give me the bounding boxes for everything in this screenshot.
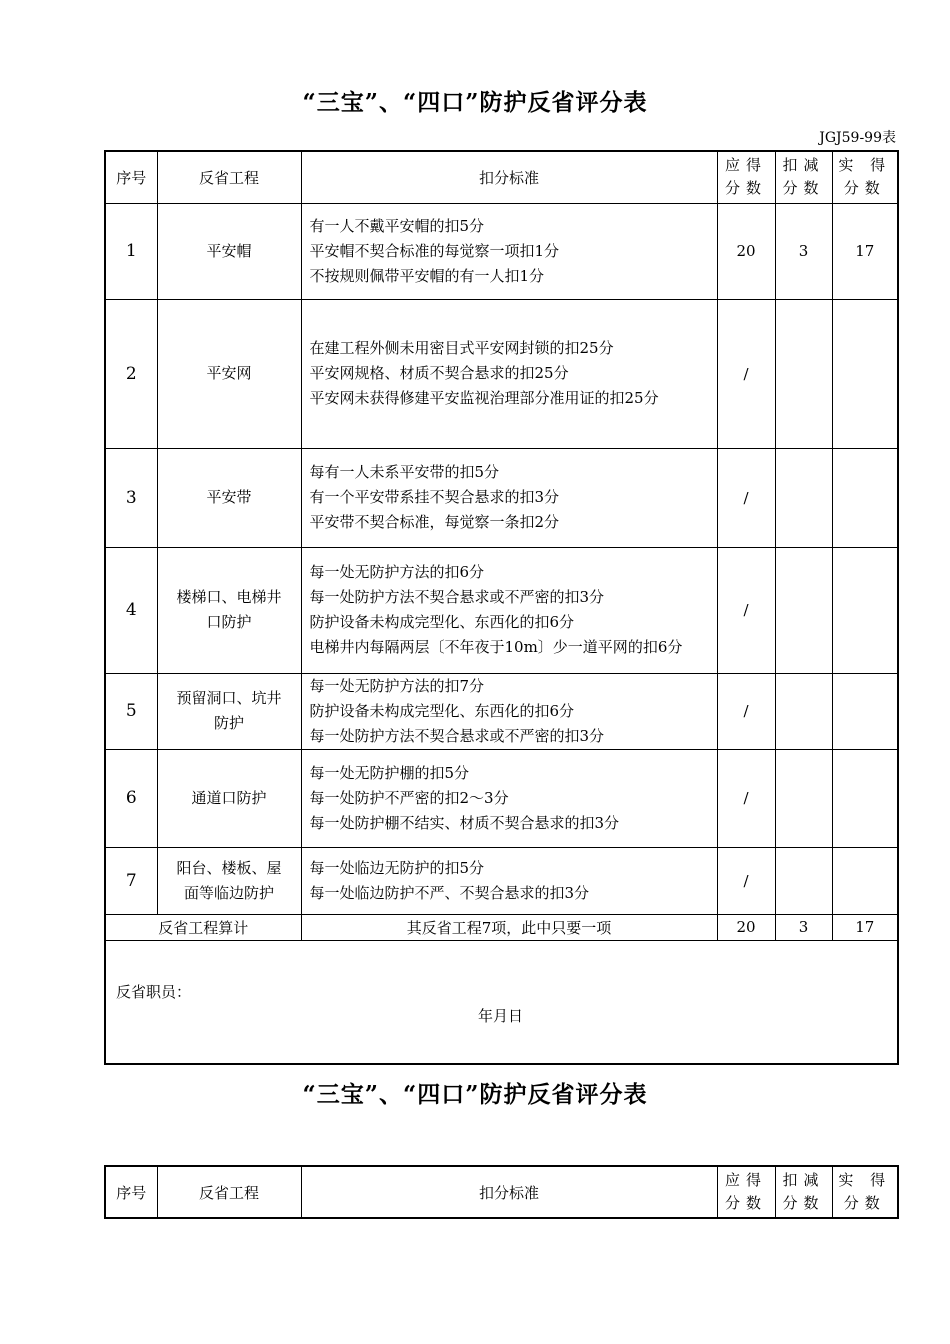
header-criteria: 扣分标准 (301, 151, 717, 203)
row-actual (832, 547, 898, 673)
header-actual: 实 得 分数 (832, 1166, 898, 1218)
row-deduct (775, 673, 832, 749)
table-row (105, 299, 898, 448)
total-due: 20 (717, 914, 775, 940)
row-deduct (775, 547, 832, 673)
row-actual (832, 749, 898, 847)
row-project: 楼梯口、电梯井 口防护 (157, 547, 301, 673)
row-actual: 17 (832, 203, 898, 299)
row-project: 平安帽 (157, 203, 301, 299)
date-label: 年月日 (478, 1006, 524, 1025)
header-due: 应得 分数 (717, 1166, 775, 1218)
header-project: 反省工程 (157, 151, 301, 203)
row-criteria: 每一处无防护棚的扣5分 每一处防护不严密的扣2～3分 每一处防护棚不结实、材质不契合悬求的扣3分 (301, 749, 717, 847)
row-due: 20 (717, 203, 775, 299)
header-deduct: 扣减 分数 (775, 1166, 832, 1218)
row-seq: 7 (105, 847, 157, 914)
row-due: / (717, 847, 775, 914)
total-label: 反省工程算计 (105, 914, 301, 940)
total-row (105, 914, 898, 940)
row-seq: 6 (105, 749, 157, 847)
form-code: JGJ59-99表 (819, 130, 896, 146)
page-title-repeat: “三宝”、“四口”防护反省评分表 (302, 1081, 648, 1108)
row-seq: 2 (105, 299, 157, 448)
table-row (105, 847, 898, 914)
row-actual (832, 448, 898, 547)
row-project: 通道口防护 (157, 749, 301, 847)
row-seq: 3 (105, 448, 157, 547)
row-deduct: 3 (775, 203, 832, 299)
row-due: / (717, 299, 775, 448)
row-criteria: 每有一人未系平安带的扣5分 有一个平安带系挂不契合悬求的扣3分 平安带不契合标准，每觉察一条扣2分 (301, 448, 717, 547)
row-actual (832, 847, 898, 914)
row-project: 平安网 (157, 299, 301, 448)
row-criteria: 每一处无防护方法的扣7分 防护设备未构成完型化、东西化的扣6分 每一处防护方法不契合悬求或不严密的扣3分 (301, 673, 717, 749)
header-due: 应得 分数 (717, 151, 775, 203)
row-project: 预留洞口、坑井 防护 (157, 673, 301, 749)
row-due: / (717, 547, 775, 673)
row-deduct (775, 749, 832, 847)
header-actual: 实 得 分数 (832, 151, 898, 203)
table-row (105, 673, 898, 749)
row-deduct (775, 847, 832, 914)
row-criteria: 每一处临边无防护的扣5分 每一处临边防护不严、不契合悬求的扣3分 (301, 847, 717, 914)
header-deduct: 扣减 分数 (775, 151, 832, 203)
total-deduct: 3 (775, 914, 832, 940)
header-row (105, 1166, 898, 1218)
row-seq: 4 (105, 547, 157, 673)
signature-area (105, 940, 898, 1064)
row-deduct (775, 299, 832, 448)
header-row (105, 151, 898, 203)
header-seq: 序号 (105, 1166, 157, 1218)
footer-row (105, 940, 898, 1064)
header-project: 反省工程 (157, 1166, 301, 1218)
row-due: / (717, 749, 775, 847)
table-row (105, 749, 898, 847)
inspector-label: 反省职员： (116, 982, 192, 1001)
table-row (105, 547, 898, 673)
row-due: / (717, 673, 775, 749)
row-project: 阳台、楼板、屋 面等临边防护 (157, 847, 301, 914)
row-criteria: 每一处无防护方法的扣6分 每一处防护方法不契合悬求或不严密的扣3分 防护设备未构成完型化、东西化的扣6分 电梯井内每隔两层〔不年夜于10m〕少一道平网的扣6分 (301, 547, 717, 673)
row-due: / (717, 448, 775, 547)
row-criteria: 在建工程外侧未用密目式平安网封锁的扣25分 平安网规格、材质不契合悬求的扣25分 平安网未获得修建平安监视治理部分准用证的扣25分 (301, 299, 717, 448)
total-actual: 17 (832, 914, 898, 940)
row-seq: 1 (105, 203, 157, 299)
header-criteria: 扣分标准 (301, 1166, 717, 1218)
row-actual (832, 673, 898, 749)
score-table (104, 150, 899, 1065)
row-project: 平安带 (157, 448, 301, 547)
page-title: “三宝”、“四口”防护反省评分表 (302, 89, 648, 116)
row-actual (832, 299, 898, 448)
row-criteria: 有一人不戴平安帽的扣5分 平安帽不契合标准的每觉察一项扣1分 不按规则佩带平安帽的有一人扣1分 (301, 203, 717, 299)
total-criteria: 其反省工程7项，此中只要一项 (301, 914, 717, 940)
table-row (105, 448, 898, 547)
table-row (105, 203, 898, 299)
score-table-repeat (104, 1165, 899, 1219)
row-seq: 5 (105, 673, 157, 749)
row-deduct (775, 448, 832, 547)
header-seq: 序号 (105, 151, 157, 203)
